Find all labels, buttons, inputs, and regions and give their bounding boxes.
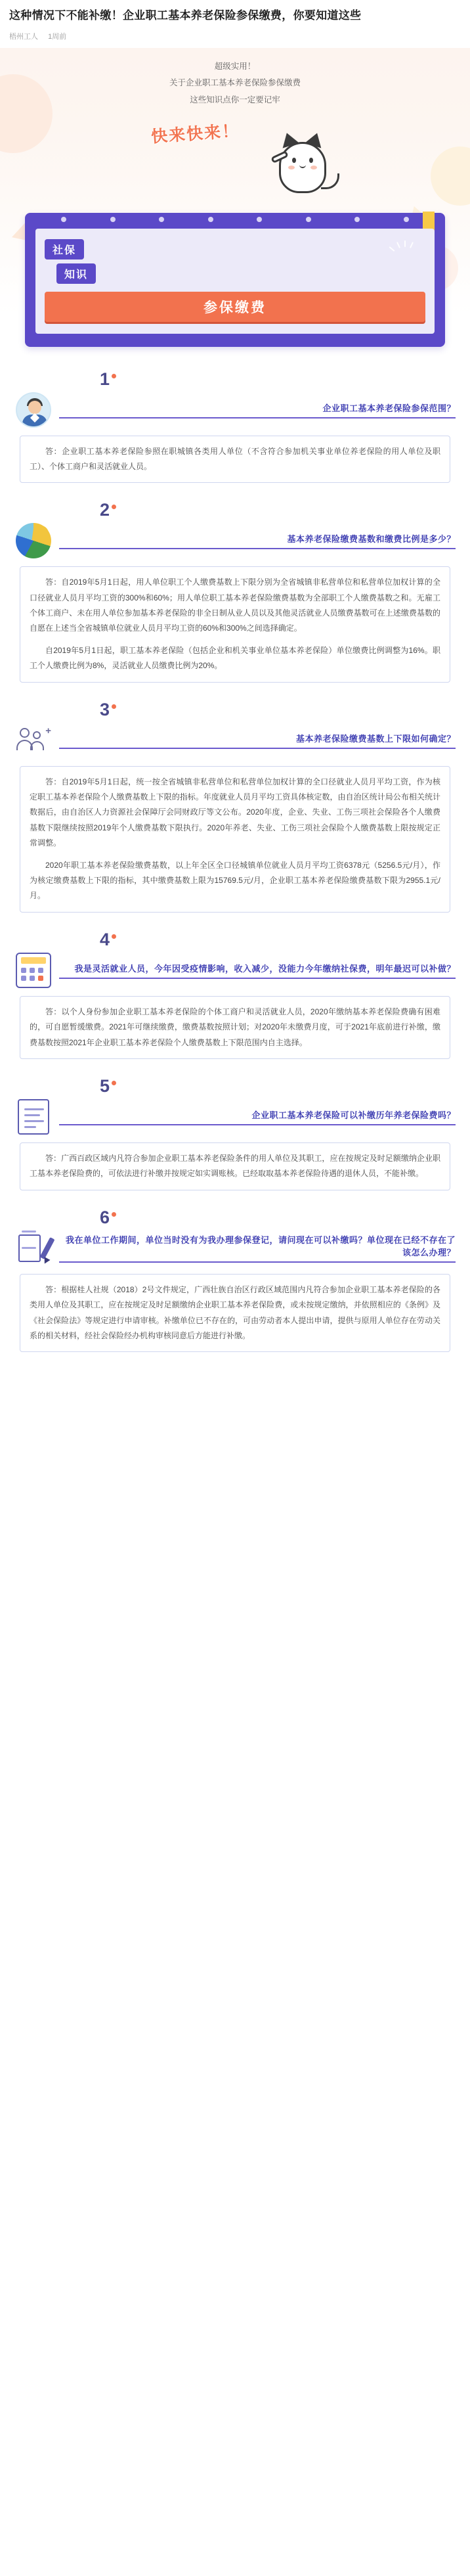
article-source: 梧州工人 bbox=[9, 32, 38, 41]
question-title-4: 我是灵活就业人员，今年因受疫情影响，收入减少，没能力今年缴纳社保费，明年最迟可以补做？ bbox=[59, 962, 456, 979]
pie-chart-icon bbox=[14, 522, 53, 560]
banner-tag-top: 社保 bbox=[45, 239, 84, 260]
slogan-text: 快来快来！ bbox=[150, 121, 241, 147]
qa-section-2 bbox=[0, 489, 470, 689]
intro-line-3: 这些知识点你一定要记牢 bbox=[190, 95, 280, 104]
sign-pen-icon bbox=[14, 1229, 53, 1267]
question-number-6: 6 bbox=[14, 1209, 456, 1227]
question-title-5: 企业职工基本养老保险可以补缴历年养老保险费吗？ bbox=[59, 1108, 456, 1125]
question-number-3: 3 bbox=[14, 701, 456, 719]
article-meta bbox=[9, 31, 461, 41]
answer-paragraph: 答：根据桂人社规（2018）2号文件规定，广西壮族自治区行政区域范围内凡符合参加企业职工基本养老保险的各类用人单位及其职工，应在按规定及时足额缴纳企业职工基本养老保险费，或未按规定缴纳，并依照相应的《条例》及《社会保险法》等规定进行申请审核。补缴单位已不存在的，可由劳动者本人提出申请，提供与原用人单位存在劳动关系的相关材料，经社会保险经办机构审核同意后方能进行补缴。 bbox=[30, 1284, 440, 1340]
answer-card-4 bbox=[20, 996, 450, 1059]
qa-section-1 bbox=[0, 359, 470, 490]
answer-paragraph: 答：以个人身份参加企业职工基本养老保险的个体工商户和灵活就业人员，2020年缴纳基本养老保险费确有困难的，可自愿暂缓缴费。2021年可继续缴费，缴费基数按照计划；对2020年未缴费月度，可于2021年底前进行补缴，缴费基数按照2021年企业职工基本养老保险个人缴费基数上下限范围内自主选择。 bbox=[30, 1006, 440, 1047]
banner-tag-second: 知识 bbox=[56, 263, 96, 284]
answer-paragraph: 答：自2019年5月1日起，用人单位职工个人缴费基数上下限分别为全省城镇非私营单位和私营单位加权计算的全口径就业人员月平均工资的300%和60%；用人单位职工基本养老保险缴费基数为全部职工个人缴费基数之和。无雇工个体工商户、未在用人单位参加基本养老保险的非全日制从业人员以及其他灵活就业人员缴费基数可在上述缴费基数的自愿在上述当全省城镇单位就业人员月平均工资的60%和300%之间选择确定。 bbox=[30, 577, 440, 633]
cat-illustration-icon bbox=[263, 122, 342, 201]
answer-paragraph: 答：广西百政区域内凡符合参加企业职工基本养老保险条件的用人单位及其职工，应在按规定及时足额缴纳企业职工基本养老保险费的，可依法进行补缴并按规定如实调账核。已经取取基本养老保险待遇的退休人员，不能补缴。 bbox=[30, 1153, 440, 1179]
answer-paragraph: 2020年职工基本养老保险缴费基数，以上年全区全口径城镇单位就业人员月平均工资6378元（5256.5元/月），作为核定缴费基数上下限的指标，其中缴费基数上限为15769.5元/月，企业职工基本养老保险缴费基数下限为2955.1元/月。 bbox=[30, 860, 440, 901]
topic-banner bbox=[0, 210, 470, 359]
qa-section-5 bbox=[0, 1066, 470, 1197]
article-header bbox=[0, 0, 470, 48]
answer-card-1 bbox=[20, 436, 450, 484]
worker-avatar-icon bbox=[14, 391, 53, 429]
answer-card-3 bbox=[20, 766, 450, 913]
article-date: 1周前 bbox=[48, 32, 67, 41]
question-number-5: 5 bbox=[14, 1077, 456, 1095]
answer-paragraph: 答：自2019年5月1日起，统一按全省城镇非私营单位和私营单位加权计算的全口径就业人员月平均工资，作为核定职工基本养老保险个人缴费基数上下限的指标。年度就业人员月平均工资具体核定数，由自治区统计局公布相关统计数据后，由自治区人力资源社会保障厅会同财政厅等文公布。2020年度，企业、失业、工伤三项社会保险各个人缴费基数下限继续按照2019年个人缴费基数下限执行。2020年养老、失业、工伤三项社会保险个人缴费基数上限按规定正常调整。 bbox=[30, 777, 440, 848]
question-number-2: 2 bbox=[14, 501, 456, 519]
slogan-block bbox=[0, 112, 470, 210]
question-title-2: 基本养老保险缴费基数和缴费比例是多少？ bbox=[59, 532, 456, 549]
calculator-icon bbox=[14, 951, 53, 989]
answer-card-6 bbox=[20, 1274, 450, 1353]
question-title-1: 企业职工基本养老保险参保范围？ bbox=[59, 401, 456, 418]
answer-card-5 bbox=[20, 1142, 450, 1190]
qa-section-6 bbox=[0, 1197, 470, 1359]
add-people-icon: + bbox=[14, 721, 53, 759]
answer-paragraph: 答：企业职工基本养老保险参照在职城镇各类用人单位（不含符合参加机关事业单位养老保险的用人单位及职工）、个体工商户和灵活就业人员。 bbox=[30, 446, 440, 471]
banner-main-title: 参保缴费 bbox=[45, 292, 425, 322]
document-icon bbox=[14, 1098, 53, 1136]
page-title: 这种情况下不能补缴！企业职工基本养老保险参保缴费，你要知道这些 bbox=[9, 9, 362, 22]
question-title-3: 基本养老保险缴费基数上下限如何确定？ bbox=[59, 732, 456, 749]
notebook-rings-icon bbox=[25, 217, 445, 222]
question-title-6: 我在单位工作期间，单位当时没有为我办理参保登记，请问现在可以补缴吗？单位现在已经不存在了该怎么办理？ bbox=[59, 1233, 456, 1263]
answer-card-2 bbox=[20, 566, 450, 682]
answer-paragraph: 自2019年5月1日起，职工基本养老保险（包括企业和机关事业单位基本养老保险）单位缴费比例调整为16%。职工个人缴费比例为8%，灵活就业人员缴费比例为20%。 bbox=[30, 645, 440, 671]
article-body bbox=[0, 48, 470, 1390]
intro-line-1: 超级实用！ bbox=[214, 61, 256, 71]
question-number-4: 4 bbox=[14, 931, 456, 949]
question-number-1: 1 bbox=[14, 371, 456, 388]
sparkle-icon bbox=[391, 239, 417, 256]
qa-section-4 bbox=[0, 919, 470, 1066]
qa-section-3 bbox=[0, 689, 470, 919]
intro-line-2: 关于企业职工基本养老保险参保缴费 bbox=[169, 78, 301, 88]
intro-text bbox=[0, 48, 470, 112]
